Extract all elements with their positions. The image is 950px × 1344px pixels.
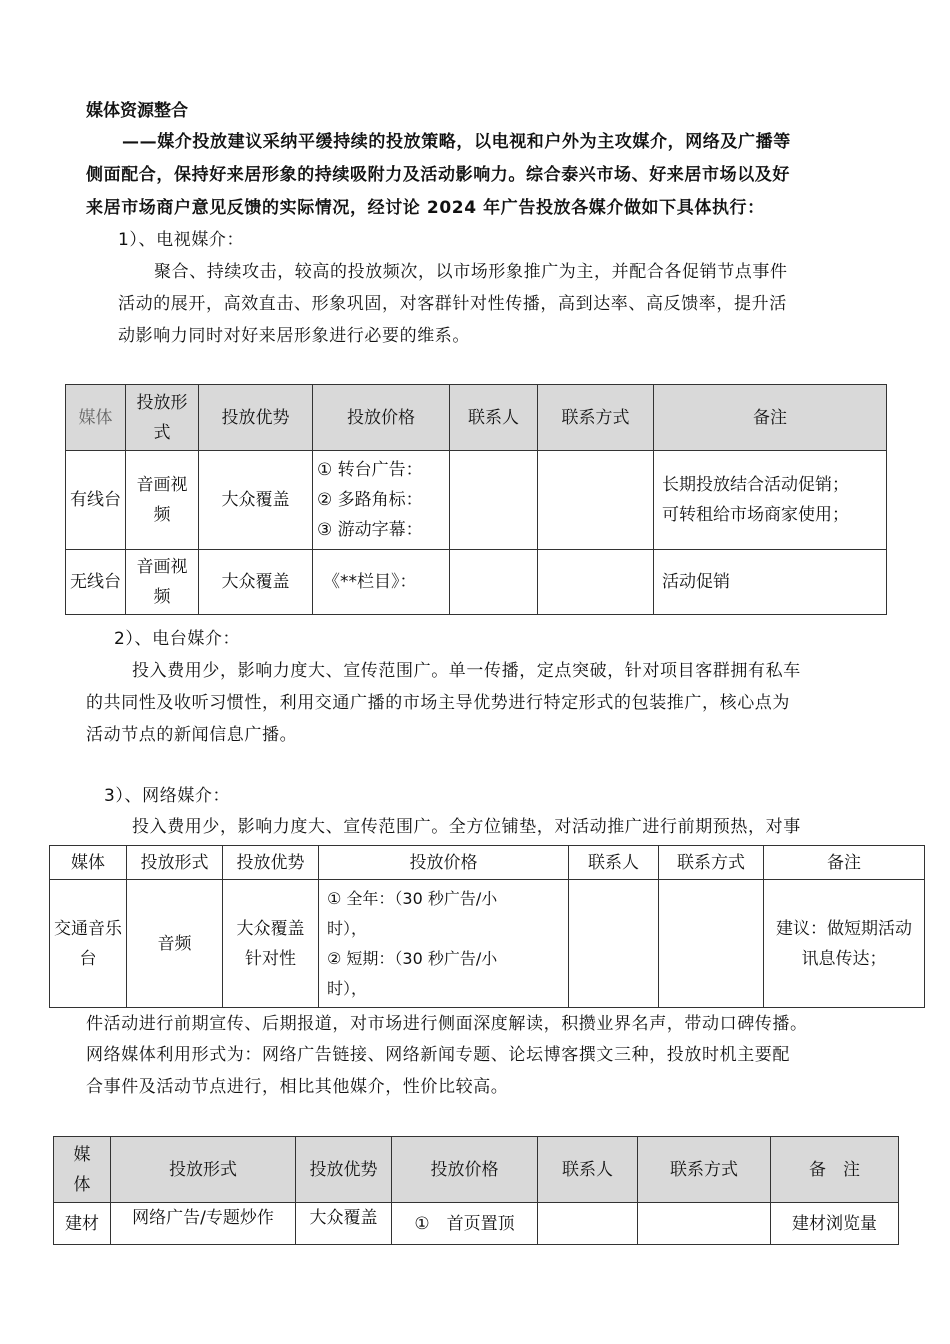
cell-form: 网络广告/专题炒作	[111, 1203, 296, 1245]
table-row	[54, 1203, 899, 1245]
net-line-1: 投入费用少，影响力度大、宣传范围广。全方位铺垫，对活动推广进行前期预热，对事	[132, 817, 801, 837]
price-item: ② 短期：（30 秒广告/小	[327, 948, 498, 968]
header-form: 投放形式	[111, 1137, 296, 1203]
cell-contact	[538, 1203, 638, 1245]
tv-line-3: 动影响力同时对好来居形象进行必要的维系。	[118, 326, 470, 346]
price-item: ③ 游动字幕：	[317, 520, 423, 540]
header-contact: 联系人	[450, 385, 538, 451]
cell-method	[659, 880, 764, 1008]
cell-advantage: 大众覆盖	[296, 1203, 392, 1245]
cell-method	[538, 451, 654, 550]
advantage-line: 大众覆盖	[236, 918, 305, 939]
radio-media-table	[49, 845, 925, 1008]
header-note: 备注	[764, 846, 925, 880]
header-price: 投放价格	[392, 1137, 538, 1203]
price-item: ① 全年：（30 秒广告/小	[327, 888, 498, 908]
cell-note: 活动促销	[654, 550, 887, 615]
table-row	[66, 550, 887, 615]
header-media: 媒体	[66, 385, 126, 451]
radio-line-2: 的共同性及收听习惯性，利用交通广播的市场主导优势进行特定形式的包装推广，核心点为	[86, 693, 790, 713]
tv-heading: 1）、电视媒介：	[118, 230, 245, 250]
net-line-2: 件活动进行前期宣传、后期报道，对市场进行侧面深度解读，积攒业界名声，带动口碑传播。	[86, 1014, 808, 1034]
cell-advantage: 大众覆盖	[199, 550, 313, 615]
cell-advantage	[223, 880, 319, 1008]
cell-form: 音频	[127, 880, 223, 1008]
header-media: 媒体	[50, 846, 127, 880]
cell-media: 无线台	[66, 550, 126, 615]
price-item: ② 多路角标：	[317, 490, 423, 510]
cell-note	[654, 451, 887, 550]
cell-contact	[450, 550, 538, 615]
table-row	[50, 880, 925, 1008]
table-row	[66, 451, 887, 550]
tv-line-1: 聚合、持续攻击，较高的投放频次，以市场形象推广为主，并配合各促销节点事件	[154, 262, 788, 282]
tv-media-table	[65, 384, 887, 615]
cell-price: 《**栏目》：	[313, 550, 450, 615]
cell-media: 有线台	[66, 451, 126, 550]
cell-advantage: 大众覆盖	[199, 451, 313, 550]
tv-line-2: 活动的展开，高效直击、形象巩固，对客群针对性传播，高到达率、高反馈率，提升活	[118, 294, 787, 314]
header-price: 投放价格	[313, 385, 450, 451]
cell-price: ① 首页置顶	[392, 1203, 538, 1245]
cell-contact	[569, 880, 659, 1008]
header-advantage: 投放优势	[223, 846, 319, 880]
radio-heading: 2）、电台媒介：	[114, 629, 241, 649]
header-advantage: 投放优势	[199, 385, 313, 451]
header-media: 媒体	[54, 1137, 111, 1203]
intro-line-1: ——媒介投放建议采纳平缓持续的投放策略，以电视和户外为主攻媒介，网络及广播等	[122, 132, 791, 152]
price-item: 时），	[327, 918, 368, 938]
intro-line-3: 来居市场商户意见反馈的实际情况，经讨论 2024 年广告投放各媒介做如下具体执行：	[86, 198, 765, 218]
cell-note: 建议：做短期活动讯息传达；	[764, 880, 925, 1008]
cell-contact	[450, 451, 538, 550]
price-item: 时），	[327, 978, 368, 998]
advantage-line: 针对性	[245, 948, 296, 969]
cell-form: 音画视频	[126, 451, 199, 550]
price-item: ① 转台广告：	[317, 460, 423, 480]
radio-line-1: 投入费用少，影响力度大、宣传范围广。单一传播，定点突破，针对项目客群拥有私车	[132, 661, 801, 681]
radio-line-3: 活动节点的新闻信息广播。	[86, 725, 298, 745]
header-contact: 联系人	[538, 1137, 638, 1203]
cell-media: 建材	[54, 1203, 111, 1245]
header-price: 投放价格	[319, 846, 569, 880]
header-note: 备注	[654, 385, 887, 451]
header-form: 投放形式	[126, 385, 199, 451]
header-note: 备 注	[771, 1137, 899, 1203]
intro-line-2: 侧面配合，保持好来居形象的持续吸附力及活动影响力。综合泰兴市场、好来居市场以及好	[86, 165, 790, 185]
header-contact: 联系人	[569, 846, 659, 880]
net-line-4: 合事件及活动节点进行，相比其他媒介，性价比较高。	[86, 1077, 509, 1097]
header-method: 联系方式	[659, 846, 764, 880]
cell-method	[638, 1203, 771, 1245]
net-line-3: 网络媒体利用形式为：网络广告链接、网络新闻专题、论坛博客撰文三种，投放时机主要配	[86, 1045, 790, 1065]
header-form: 投放形式	[127, 846, 223, 880]
header-advantage: 投放优势	[296, 1137, 392, 1203]
section-title: 媒体资源整合	[86, 101, 188, 121]
net-heading: 3）、网络媒介：	[104, 786, 231, 806]
note-line: 可转租给市场商家使用；	[662, 505, 849, 525]
cell-form: 音画视频	[126, 550, 199, 615]
cell-media: 交通音乐台	[50, 880, 127, 1008]
header-method: 联系方式	[538, 385, 654, 451]
header-method: 联系方式	[638, 1137, 771, 1203]
cell-note: 建材浏览量	[771, 1203, 899, 1245]
note-line: 长期投放结合活动促销；	[662, 475, 849, 495]
web-media-table	[53, 1136, 899, 1245]
cell-price	[319, 880, 569, 1008]
cell-price	[313, 451, 450, 550]
cell-method	[538, 550, 654, 615]
